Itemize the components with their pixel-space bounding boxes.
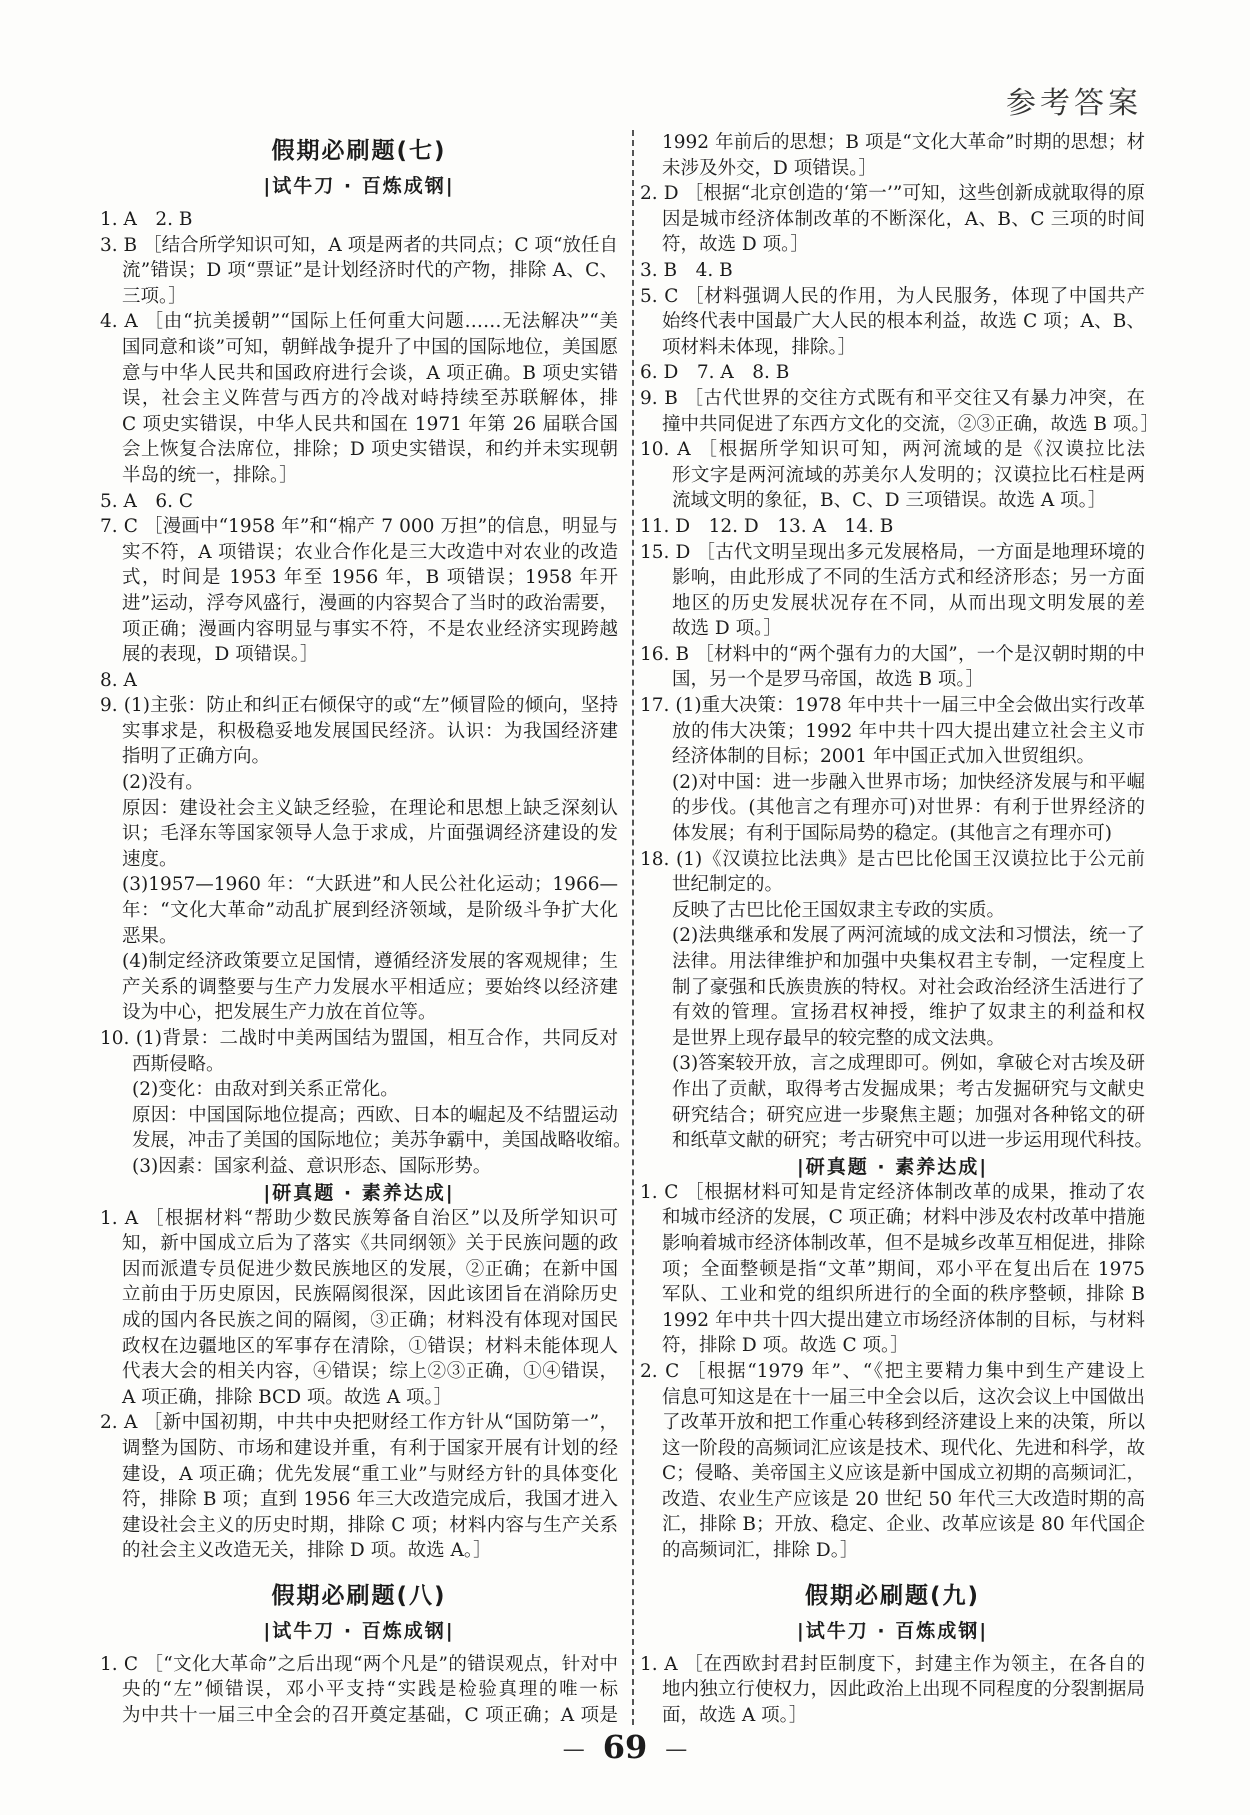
answer-line: 影响，由此形成了不同的生活方式和经济形态；另一方面 xyxy=(672,567,1145,589)
answer-item xyxy=(100,668,618,694)
answer-item xyxy=(100,309,618,488)
answer-item xyxy=(100,796,618,873)
answer-line: 11. D 12. D 13. A 14. B xyxy=(640,515,894,537)
answer-line: 流域文明的象征，B、C、D 三项错误。故选 A 项。］ xyxy=(672,490,1107,512)
answer-item xyxy=(640,898,1145,924)
right-column xyxy=(640,130,1160,1728)
answer-line: 3. B ［结合所学知识可知，A 项是两者的共同点；C 项“放任自 xyxy=(100,234,618,256)
answer-line: 2. A ［新中国初期，中共中央把财经工作方针从“国防第一”， xyxy=(100,1412,618,1434)
answer-line: A 项正确，排除 BCD 项。故选 A 项。］ xyxy=(122,1386,453,1408)
answer-line: 故选 D 项。］ xyxy=(672,618,782,640)
answer-item xyxy=(100,1206,618,1411)
answer-line: 1992 年前后的思想；B 项是“文化大革命”时期的思想；材 xyxy=(662,132,1145,153)
answer-line: 国，另一个是罗马帝国，故选 B 项。］ xyxy=(672,669,985,691)
answer-line: 16. B ［材料中的“两个强有力的大国”，一个是汉朝时期的中 xyxy=(640,643,1145,665)
answer-line: 9. (1)主张：防止和纠正右倾保守的或“左”倾冒险的倾向，坚持 xyxy=(100,695,618,717)
answer-line: 年：“文化大革命”动乱扩展到经济领域，是阶级斗争扩大化 xyxy=(122,900,618,922)
answer-item xyxy=(100,233,618,310)
answer-item xyxy=(640,693,1145,770)
answer-item xyxy=(640,258,1145,284)
answer-line: 代表大会的相关内容，④错误；综上②③正确，①④错误， xyxy=(122,1361,618,1383)
answer-item xyxy=(640,130,1145,181)
answer-line: 原因：中国国际地位提高；西欧、日本的崛起及不结盟运动 xyxy=(132,1104,618,1126)
answer-line: 了改革开放和把工作重心转移到经济建设上来的决策，所以 xyxy=(662,1412,1145,1434)
section-title: 假期必刷题(九) xyxy=(804,1582,981,1609)
answer-line: 10. A ［根据所学知识可知，两河流域的是《汉谟拉比法 xyxy=(640,439,1145,461)
answer-line: 6. D 7. A 8. B xyxy=(640,362,790,384)
answer-item xyxy=(640,437,1145,514)
answer-item xyxy=(640,1180,1145,1359)
answer-line: 1. C ［根据材料可知是肯定经济体制改革的成果，推动了农 xyxy=(640,1181,1145,1203)
answer-line: 识；毛泽东等国家领导人急于求成，片面强调经济建设的发 xyxy=(122,823,618,845)
answer-item xyxy=(100,949,618,1026)
subsection-heading: |研真题 · 素养达成| xyxy=(796,1155,989,1178)
answer-line: 国同意和谈”可知，朝鲜战争提升了中国的国际地位，美国愿 xyxy=(122,336,618,358)
answer-line: 1. A ［根据材料“帮助少数民族筹备自治区”以及所学知识可 xyxy=(100,1207,618,1229)
answer-item xyxy=(100,1154,618,1180)
answer-line: 和城市经济的发展，C 项正确；材料中涉及农村改革中措施 xyxy=(662,1207,1145,1229)
answer-item xyxy=(100,872,618,949)
answer-line: 指明了正确方向。 xyxy=(122,746,271,768)
answer-line: 项；全面整顿是指“文革”期间，邓小平在复出后在 1975 xyxy=(662,1258,1145,1280)
answer-line: 知，新中国成立后为了落实《共同纲领》关于民族问题的政 xyxy=(122,1233,618,1255)
answer-line: 地内独立行使权力，因此政治上出现不同程度的分裂割据局 xyxy=(662,1679,1145,1701)
answer-line: (4)制定经济政策要立足国情，遵循经济发展的客观规律；生 xyxy=(122,951,618,973)
answer-line: (2)没有。 xyxy=(122,772,204,794)
answer-line: 实事求是，积极稳妥地发展国民经济。认识：为我国经济建 xyxy=(122,720,618,742)
answer-item xyxy=(100,514,618,668)
answer-item xyxy=(640,1652,1145,1729)
answer-line: 经济体制的目标；2001 年中国正式加入世贸组织。 xyxy=(672,746,1095,768)
answer-line: 2. D ［根据“北京创造的‘第一’”可知，这些创新成就取得的原 xyxy=(640,183,1145,205)
answer-line: 的高频词汇，排除 D。］ xyxy=(662,1540,859,1562)
answer-item xyxy=(100,1652,618,1729)
answer-line: (2)变化：由敌对到关系正常化。 xyxy=(132,1079,399,1101)
answer-line: 7. C ［漫画中“1958 年”和“棉产 7 000 万担”的信息，明显与 xyxy=(100,516,618,538)
answer-line: 放的伟大决策；1992 年中共十四大提出建立社会主义市 xyxy=(672,720,1145,742)
answer-line: 恶果。 xyxy=(122,925,178,947)
answer-line: 面，故选 A 项。］ xyxy=(662,1704,808,1726)
answer-line: 15. D ［古代文明呈现出多元发展格局，一方面是地理环境的 xyxy=(640,541,1145,563)
answer-line: 法律。用法律维护和加强中央集权君主专制，一定程度上 xyxy=(672,951,1145,972)
answer-line: 会上恢复合法席位，排除；D 项史实错误，和约并未实现朝 xyxy=(122,439,618,461)
answer-line: 建设，A 项正确；优先发展“重工业”与财经方针的具体变化 xyxy=(122,1463,618,1485)
column-divider xyxy=(632,130,634,1725)
answer-line: 实不符，A 项错误；农业合作化是三大改造中对农业的改造 xyxy=(122,541,618,563)
answer-line: 1. A ［在西欧封君封臣制度下，封建主作为领主，在各自的 xyxy=(640,1653,1145,1675)
answer-line: 符，排除 D 项。故选 C 项。］ xyxy=(662,1335,909,1357)
answer-line: 原因：建设社会主义缺乏经验，在理论和思想上缺乏深刻认 xyxy=(122,797,618,819)
answer-item xyxy=(100,1103,632,1154)
answer-line: 10. (1)背景：二战时中美两国结为盟国，相互合作，共同反对 xyxy=(100,1028,618,1049)
subsection-heading: |试牛刀 · 百炼成钢| xyxy=(263,175,455,197)
answer-line: 作出了贡献，取得考古发掘成果；考古发掘研究与文献史 xyxy=(672,1078,1145,1100)
answer-line: 地区的历史发展状况存在不同，从而出现文明发展的差 xyxy=(672,592,1145,614)
answer-line: 反映了古巴比伦王国奴隶主专政的实质。 xyxy=(672,899,1006,921)
page-header-answer-key: 参考答案 xyxy=(1006,86,1142,121)
answer-line: 17. (1)重大决策：1978 年中共十一届三中全会做出实行改革 xyxy=(640,695,1145,717)
answer-line: 意与中华人民共和国政府进行会谈，A 项正确。B 项史实错 xyxy=(122,362,618,384)
answer-line: 1. C ［“文化大革命”之后出现“两个凡是”的错误观点，针对中 xyxy=(100,1653,618,1675)
answer-line: (3)因素：国家利益、意识形态、国际形势。 xyxy=(132,1155,492,1177)
answer-line: 研究结合；研究应进一步聚焦主题；加强对各种铭文的研 xyxy=(672,1104,1145,1126)
answer-line: 5. A 6. C xyxy=(100,490,194,512)
answer-line: C；侵略、美帝国主义应该是新中国成立初期的高频词汇， xyxy=(662,1463,1145,1485)
answer-item xyxy=(640,360,1145,386)
answer-item xyxy=(640,642,1145,693)
answer-line: 形文字是两河流域的苏美尔人发明的；汉谟拉比石柱是两 xyxy=(672,464,1145,486)
answer-line: 体发展；有利于国际局势的稳定。(其他言之有理亦可) xyxy=(672,823,1112,845)
answer-line: 半岛的统一，排除。］ xyxy=(122,464,298,486)
answer-line: 和纸草文献的研究；考古研究中可以进一步运用现代科技。 xyxy=(672,1130,1154,1152)
answer-line: 信息可知这是在十一届三中全会以后，这次会议上中国做出 xyxy=(662,1386,1145,1408)
answer-item xyxy=(100,1077,618,1103)
answer-line: 符，排除 B 项；直到 1956 年三大改造完成后，我国才进入 xyxy=(122,1489,618,1511)
answer-line: 央的“左”倾错误，邓小平支持“实践是检验真理的唯一标 xyxy=(122,1679,618,1701)
page-number: — 69 — xyxy=(562,1728,688,1766)
answer-line: 撞中共同促进了东西方文化的交流，②③正确，故选 B 项。］ xyxy=(662,413,1160,435)
answer-line: 立前由于历史原因，民族隔阂很深，因此该团旨在消除历史 xyxy=(122,1284,618,1306)
page-number-text: 69 xyxy=(602,1728,648,1766)
answer-line: (3)1957—1960 年：“大跃进”和人民公社化运动；1966— xyxy=(122,874,618,896)
answer-item xyxy=(640,923,1145,1051)
subsection-heading: |研真题 · 素养达成| xyxy=(263,1181,455,1204)
answer-line: 建设社会主义的历史时期，排除 C 项；材料内容与生产关系 xyxy=(122,1514,618,1536)
answer-line: (2)法典继承和发展了两河流域的成文法和习惯法，统一了 xyxy=(672,925,1145,947)
answer-line: 三项。］ xyxy=(122,285,187,307)
section-title: 假期必刷题(七) xyxy=(271,138,447,164)
answer-line: 3. B 4. B xyxy=(640,259,733,281)
answer-line: 18. (1)《汉谟拉比法典》是古巴比伦国王汉谟拉比于公元前 xyxy=(640,848,1145,870)
answer-line: 西斯侵略。 xyxy=(132,1053,225,1075)
answer-line: 成的国内各民族之间的隔阂，③正确；材料没有体现对国民 xyxy=(122,1309,618,1331)
answer-line: 为中共十一届三中全会的召开奠定基础，C 项正确；A 项是 xyxy=(122,1705,618,1727)
left-column xyxy=(100,131,632,1729)
answer-line: 军队、工业和党的组织所进行的全面的秩序整顿，排除 B xyxy=(662,1284,1145,1306)
answer-item xyxy=(640,770,1145,847)
answer-line: 是世界上现存最早的较完整的成文法典。 xyxy=(672,1027,1006,1049)
answer-line: 调整为国防、市场和建设并重，有利于国家开展有计划的经 xyxy=(122,1437,618,1459)
answer-line: 设为中心，把发展生产力放在首位等。 xyxy=(122,1002,437,1024)
answer-line: 产关系的调整要与生产力发展水平相适应；要始终以经济建 xyxy=(122,976,618,998)
answer-line: 速度。 xyxy=(122,848,178,870)
answer-line: 流”错误；D 项“票证”是计划经济时代的产物，排除 A、C、 xyxy=(122,260,618,282)
answer-item xyxy=(100,693,618,770)
answer-item xyxy=(100,770,618,796)
answer-line: 1. A 2. B xyxy=(100,209,193,230)
answer-line: 制了豪强和氏族贵族的特权。对社会政治经济生活进行了 xyxy=(672,976,1145,998)
answer-line: 始终代表中国最广大人民的根本利益，故选 C 项；A、B、 xyxy=(662,311,1145,333)
answer-item xyxy=(100,1410,618,1564)
answer-line: 改造、农业生产应该是 20 世纪 50 年代三大改造时期的高 xyxy=(662,1488,1145,1510)
answer-line: 的步伐。(其他言之有理亦可)对世界：有利于世界经济的 xyxy=(672,797,1145,819)
section-title: 假期必刷题(八) xyxy=(271,1582,447,1609)
subsection-heading: |试牛刀 · 百炼成钢| xyxy=(263,1619,455,1642)
answer-item xyxy=(100,1026,618,1077)
answer-line: 汇，排除 B；开放、稳定、企业、改革应该是 80 年代国企 xyxy=(662,1514,1145,1536)
answer-line: 影响着城市经济体制改革，但不是城乡改革互相促进，排除 xyxy=(662,1232,1145,1254)
answer-line: (3)答案较开放，言之成理即可。例如，拿破仑对古埃及研 xyxy=(672,1053,1145,1075)
answer-line: 1992 年中共十四大提出建立市场经济体制的目标，与材料 xyxy=(662,1309,1145,1331)
answer-line: 项正确；漫画内容明显与事实不符，不是农业经济实现跨越 xyxy=(122,618,618,640)
answer-item xyxy=(640,847,1145,898)
answer-line: 4. A ［由“抗美援朝”“国际上任何重大问题……无法解决”“美 xyxy=(100,311,618,333)
subsection-heading: |试牛刀 · 百炼成钢| xyxy=(796,1619,989,1642)
answer-line: 进”运动，浮夸风盛行，漫画的内容契合了当时的政治需要， xyxy=(122,592,618,614)
answer-line: 未涉及外交，D 项错误。］ xyxy=(662,157,877,179)
answer-line: 9. B ［古代世界的交往方式既有和平交往又有暴力冲突，在 xyxy=(640,387,1145,409)
answer-line: 2. C ［根据“1979 年”、“《把主要精力集中到生产建设上 xyxy=(640,1360,1145,1382)
answer-line: 因而派遣专员促进少数民族地区的发展，②正确；在新中国 xyxy=(122,1258,618,1280)
answer-item xyxy=(640,181,1145,258)
answer-item xyxy=(640,1051,1154,1153)
answer-item xyxy=(640,386,1160,437)
answer-line: 发展，冲击了美国的国际地位；美苏争霸中，美国战略收缩。 xyxy=(132,1130,632,1152)
answer-line: 这一阶段的高频词汇应该是技术、现代化、先进和科学，故 xyxy=(662,1437,1145,1459)
answer-item xyxy=(640,284,1145,361)
answer-item xyxy=(640,514,1145,540)
answer-item xyxy=(640,1359,1145,1564)
answer-item xyxy=(100,489,618,515)
answer-line: 5. C ［材料强调人民的作用，为人民服务，体现了中国共产 xyxy=(640,285,1145,307)
answer-line: C 项史实错误，中华人民共和国在 1971 年第 26 届联合国 xyxy=(122,413,618,435)
answer-line: 误，社会主义阵营与西方的冷战对峙持续至苏联解体，排 xyxy=(122,388,618,410)
answer-line: 的社会主义改造无关，排除 D 项。故选 A。］ xyxy=(122,1540,492,1562)
answer-line: 世纪制定的。 xyxy=(672,874,784,896)
answer-line: 式，时间是 1953 年至 1956 年，B 项错误；1958 年开 xyxy=(122,567,618,589)
answer-line: 8. A xyxy=(100,669,137,691)
answer-line: (2)对中国：进一步融入世界市场；加快经济发展与和平崛 xyxy=(672,771,1145,793)
answer-line: 有效的管理。宣扬君权神授，维护了奴隶主的利益和权 xyxy=(672,1002,1145,1024)
answer-line: 因是城市经济体制改革的不断深化，A、B、C 三项的时间 xyxy=(662,208,1145,230)
answer-line: 项材料未体现，排除。］ xyxy=(662,336,857,358)
answer-line: 政权在边疆地区的军事存在清除，①错误；材料未能体现人 xyxy=(122,1335,618,1357)
answer-line: 展的表现，D 项错误。］ xyxy=(122,644,319,666)
answer-item xyxy=(100,207,618,233)
answer-line: 符，故选 D 项。］ xyxy=(662,234,809,256)
answer-item xyxy=(640,540,1145,642)
